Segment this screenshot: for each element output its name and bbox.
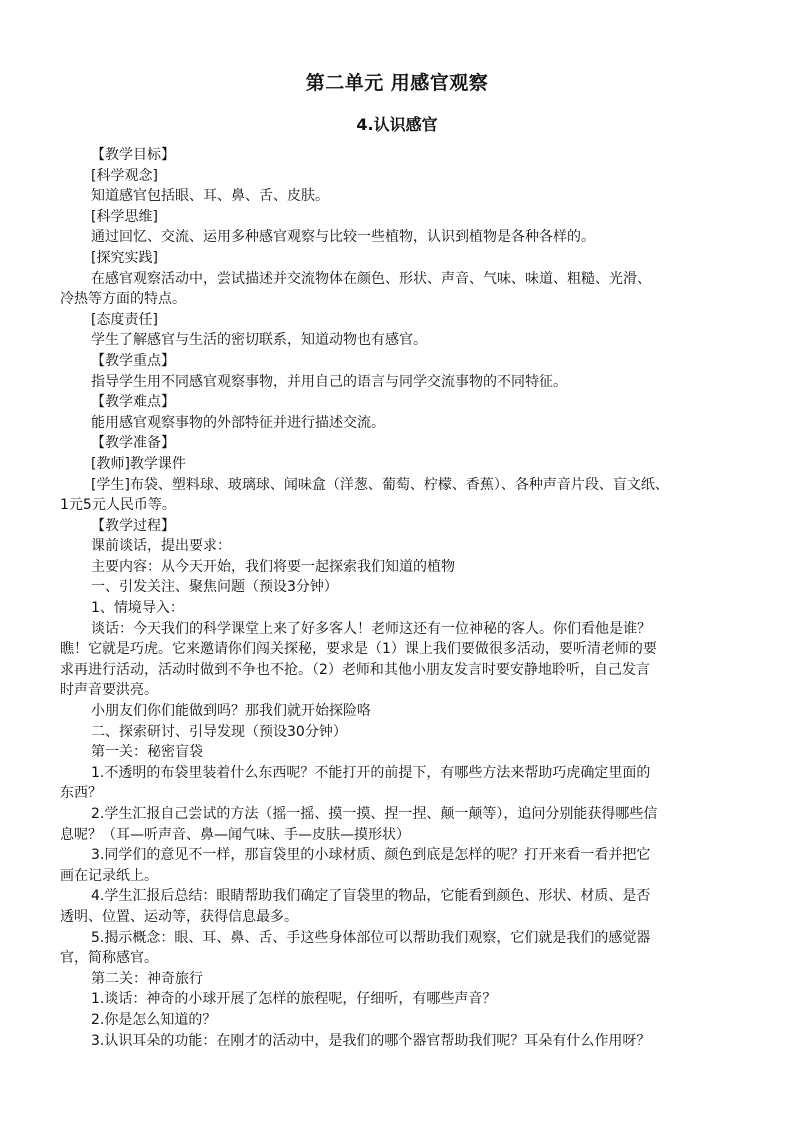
text-line: [态度责任] xyxy=(91,311,158,328)
text-line: 4.学生汇报后总结：眼睛帮助我们确定了盲袋里的物品，它能看到颜色、形状、材质、是否 xyxy=(91,888,651,905)
text-line: 指导学生用不同感官观察事物，并用自己的语言与同学交流事物的不同特征。 xyxy=(91,373,567,390)
text-line: 画在记录纸上。 xyxy=(60,867,158,884)
text-line: 能用感官观察事物的外部特征并进行描述交流。 xyxy=(91,414,385,431)
lesson-title: 4.认识感官 xyxy=(356,115,438,134)
text-line: [学生]布袋、塑料球、玻璃球、闻味盒（洋葱、葡萄、柠檬、香蕉）、各种声音片段、盲文纸、 xyxy=(91,476,669,493)
text-line: 第一关：秘密盲袋 xyxy=(91,744,203,761)
text-line: 东西？ xyxy=(60,785,102,802)
text-line: 2.你是怎么知道的？ xyxy=(91,1011,217,1028)
text-line: 息呢？（耳—听声音、鼻—闻气味、手—皮肤—摸形状） xyxy=(60,826,410,843)
text-line: 【教学难点】 xyxy=(91,394,175,411)
text-line: 在感官观察活动中，尝试描述并交流物体在颜色、形状、声音、气味、味道、粗糙、光滑、 xyxy=(91,270,651,287)
text-line: 2.学生汇报自己尝试的方法（摇一摇、摸一摸、捏一捏、颠一颠等），追问分别能获得哪些信 xyxy=(91,806,658,822)
text-line: [探究实践] xyxy=(91,249,158,266)
text-line: [教师]教学课件 xyxy=(91,455,186,472)
text-line: 第二关：神奇旅行 xyxy=(91,970,203,987)
text-line: 时声音要洪亮。 xyxy=(60,682,158,699)
text-line: 谈话：今天我们的科学课堂上来了好多客人！老师这还有一位神秘的客人。你们看他是谁？ xyxy=(91,620,651,637)
text-line: 课前谈话，提出要求： xyxy=(91,538,231,555)
text-line: [科学思维] xyxy=(91,208,158,225)
text-line: 瞧！它就是巧虎。它来邀请你们闯关探秘，要求是（1）课上我们要做很多活动，要听清老师的要 xyxy=(60,641,657,658)
text-line: 【教学目标】 xyxy=(91,147,175,163)
text-line: [科学观念] xyxy=(91,167,158,184)
lesson-body xyxy=(60,145,737,1051)
text-line: 通过回忆、交流、运用多种感官观察与比较一些植物，认识到植物是各种各样的。 xyxy=(91,229,595,246)
text-line: 知道感官包括眼、耳、鼻、舌、皮肤。 xyxy=(91,188,329,205)
unit-title: 第二单元 用感官观察 xyxy=(305,72,489,94)
text-line: 官，简称感官。 xyxy=(60,950,158,967)
text-line: 一、引发关注、聚焦问题（预设3分钟） xyxy=(91,579,338,596)
text-line: 小朋友们你们能做到吗？那我们就开始探险咯 xyxy=(91,703,371,720)
text-line: 1.不透明的布袋里装着什么东西呢？不能打开的前提下，有哪些方法来帮助巧虎确定里面的 xyxy=(91,764,651,781)
text-line: 【教学重点】 xyxy=(91,352,175,369)
text-line: 【教学过程】 xyxy=(91,517,175,534)
text-line: 5.揭示概念：眼、耳、鼻、舌、手这些身体部位可以帮助我们观察，它们就是我们的感觉器 xyxy=(91,929,651,946)
text-line: 1元5元人民币等。 xyxy=(60,497,176,514)
text-line: 主要内容：从今天开始，我们将要一起探索我们知道的植物 xyxy=(91,558,455,575)
text-line: 3.同学们的意见不一样，那盲袋里的小球材质、颜色到底是怎样的呢？打开来看一看并把它 xyxy=(91,847,651,864)
text-line: 冷热等方面的特点。 xyxy=(60,291,186,308)
text-line: 【教学准备】 xyxy=(91,435,175,452)
text-line: 求再进行活动，活动时做到不争也不抢。（2）老师和其他小朋友发言时要安静地聆听，自己发言 xyxy=(60,661,650,678)
text-line: 二、探索研讨、引导发现（预设30分钟） xyxy=(91,723,347,740)
text-line: 学生了解感官与生活的密切联系，知道动物也有感官。 xyxy=(91,332,427,349)
text-line: 1.谈话：神奇的小球开展了怎样的旅程呢，仔细听，有哪些声音？ xyxy=(91,991,497,1008)
text-line: 透明、位置、运动等，获得信息最多。 xyxy=(60,908,298,925)
text-line: 1、情境导入： xyxy=(91,600,184,617)
text-line: 3.认识耳朵的功能：在刚才的活动中，是我们的哪个器官帮助我们呢？耳朵有什么作用呀？ xyxy=(91,1032,651,1049)
